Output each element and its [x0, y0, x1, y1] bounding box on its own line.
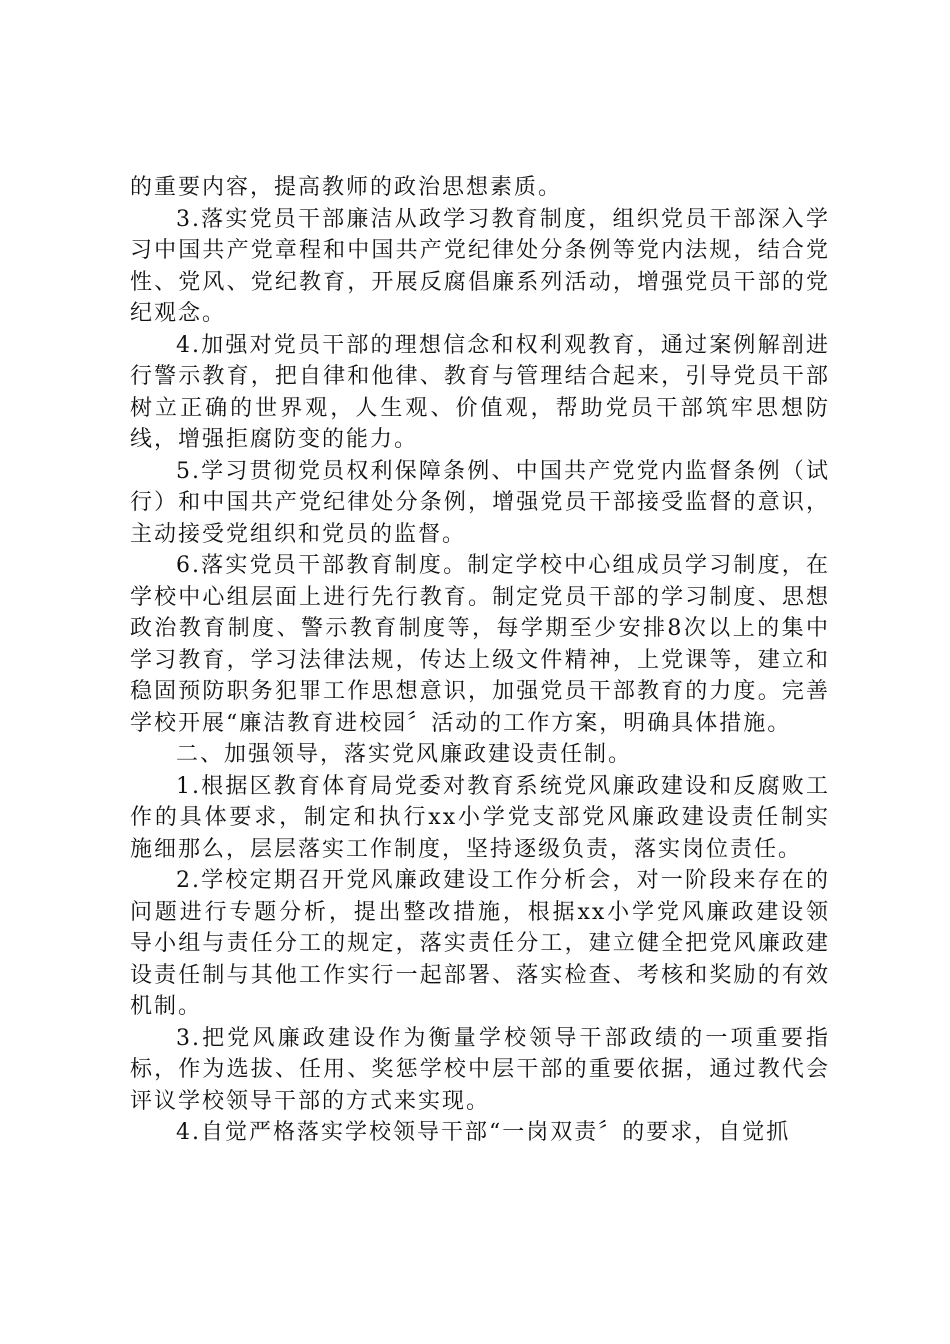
- paragraph-item-3b: 3.把党风廉政建设作为衡量学校领导干部政绩的一项重要指标，作为选拔、任用、奖惩学校中层干部的重要依据，通过教代会评议学校领导干部的方式来实现。: [130, 1025, 830, 1114]
- paragraph-item-2: 2.学校定期召开党风廉政建设工作分析会，对一阶段来存在的问题进行专题分析，提出整改措施，根据xx小学党风廉政建设领导小组与责任分工的规定，落实责任分工，建立健全把党风廉政建设责任制与其他工作实行一起部署、落实检查、考核和奖励的有效机制。: [130, 868, 830, 1019]
- paragraph-continuation: 的重要内容，提高教师的政治思想素质。: [130, 175, 563, 200]
- document-body: [130, 172, 830, 1149]
- section-heading-2: 二、加强领导，落实党风廉政建设责任制。: [176, 742, 633, 767]
- paragraph-item-1: 1.根据区教育体育局党委对教育系统党风廉政建设和反腐败工作的具体要求，制定和执行xx小学党支部党风廉政建设责任制实施细那么，层层落实工作制度，坚持逐级负责，落实岗位责任。: [130, 773, 830, 862]
- paragraph-item-6: 6.落实党员干部教育制度。制定学校中心组成员学习制度，在学校中心组层面上进行先行教育。制定党员干部的学习制度、思想政治教育制度、警示教育制度等，每学期至少安排8次以上的集中学习教育，学习法律法规，传达上级文件精神，上党课等，建立和稳固预防职务犯罪工作思想意识，加强党员干部教育的力度。完善学校开展“廉洁教育进校园〞活动的工作方案，明确具体措施。: [130, 553, 830, 736]
- paragraph-item-5: 5.学习贯彻党员权利保障条例、中国共产党党内监督条例（试行）和中国共产党纪律处分条例，增强党员干部接受监督的意识，主动接受党组织和党员的监督。: [130, 458, 830, 547]
- paragraph-item-4: 4.加强对党员干部的理想信念和权利观教育，通过案例解剖进行警示教育，把自律和他律、教育与管理结合起来，引导党员干部树立正确的世界观，人生观、价值观，帮助党员干部筑牢思想防线，增强拒腐防变的能力。: [130, 332, 830, 452]
- paragraph-item-4b: 4.自觉严格落实学校领导干部“一岗双责〞的要求，自觉抓: [176, 1120, 791, 1145]
- paragraph-item-3: 3.落实党员干部廉洁从政学习教育制度，组织党员干部深入学习中国共产党章程和中国共产党纪律处分条例等党内法规，结合党性、党风、党纪教育，开展反腐倡廉系列活动，增强党员干部的党纪观念。: [130, 206, 830, 326]
